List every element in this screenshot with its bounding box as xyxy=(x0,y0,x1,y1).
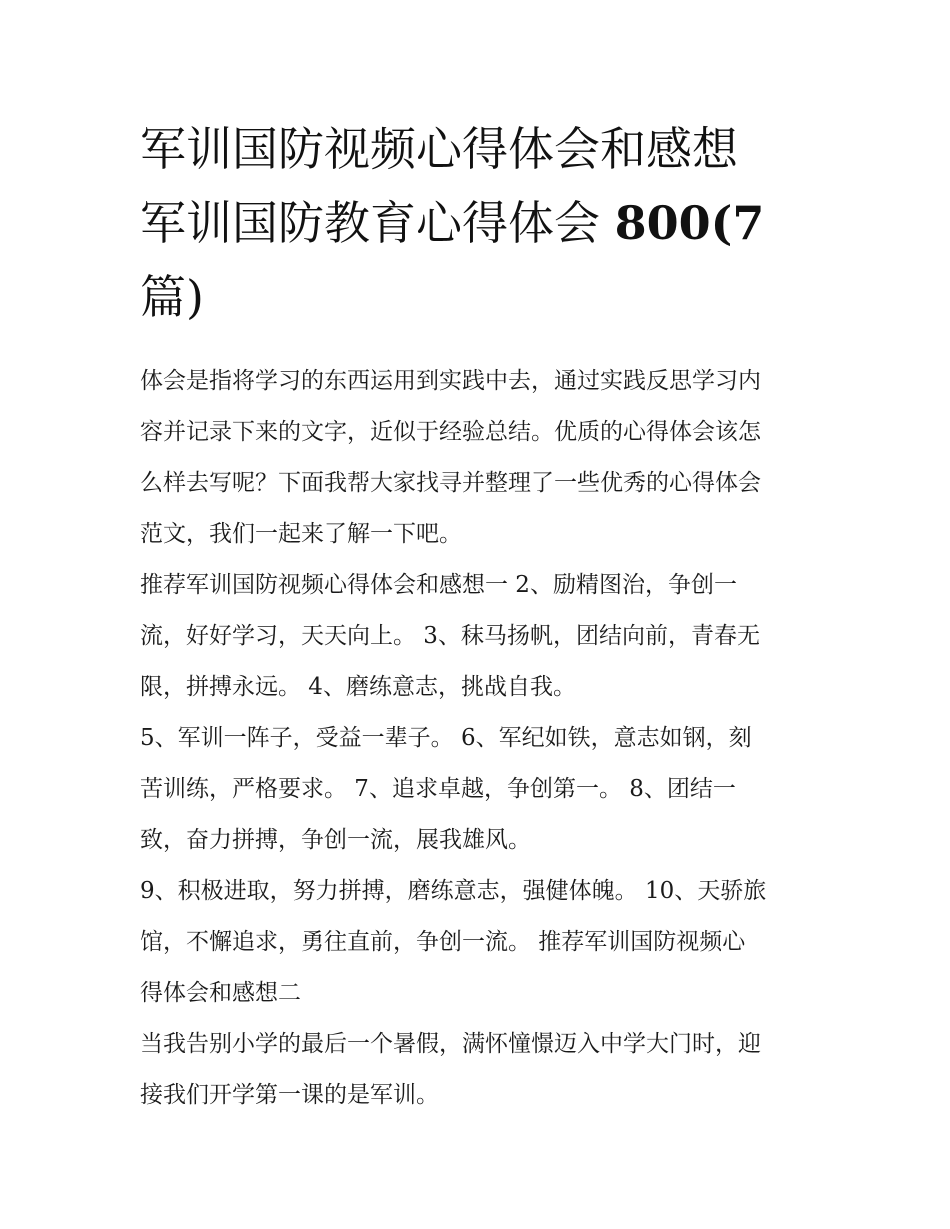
paragraph-slogans-2 xyxy=(140,713,812,866)
text-line: 推荐军训国防视频心得体会和感想一 2、励精图治，争创一 xyxy=(140,572,737,598)
text-line: 5、军训一阵子，受益一辈子。 6、军纪如铁，意志如钢，刻 xyxy=(140,725,752,751)
paragraph-slogans-1 xyxy=(140,560,812,713)
text-line: 当我告别小学的最后一个暑假，满怀憧憬迈入中学大门时，迎 xyxy=(140,1031,761,1057)
text-line: 范文，我们一起来了解一下吧。 xyxy=(140,521,462,547)
text-line: 容并记录下来的文字，近似于经验总结。优质的心得体会该怎 xyxy=(140,419,761,445)
paragraph-slogans-3 xyxy=(140,866,812,1019)
text-line: 9、积极进取，努力拼搏，磨练意志，强健体魄。 10、天骄旅 xyxy=(140,878,767,904)
title-line-3: 篇) xyxy=(140,270,204,324)
document-body xyxy=(140,356,812,1121)
text-line: 体会是指将学习的东西运用到实践中去，通过实践反思学习内 xyxy=(140,368,761,394)
text-line: 流，好好学习，天天向上。 3、秣马扬帆，团结向前，青春无 xyxy=(140,623,760,649)
paragraph-essay-start xyxy=(140,1019,812,1121)
text-line: 么样去写呢？下面我帮大家找寻并整理了一些优秀的心得体会 xyxy=(140,470,761,496)
text-line: 限，拼搏永远。 4、磨练意志，挑战自我。 xyxy=(140,674,576,700)
title-line-2 xyxy=(140,186,810,260)
text-line: 馆，不懈追求，勇往直前，争创一流。 推荐军训国防视频心 xyxy=(140,929,746,955)
paragraph-intro xyxy=(140,356,812,560)
text-line: 得体会和感想二 xyxy=(140,980,301,1006)
text-line: 苦训练，严格要求。 7、追求卓越，争创第一。 8、团结一 xyxy=(140,776,736,802)
title-line-2-text: 军训国防教育心得体会 xyxy=(140,196,600,250)
title-line-2-number: 800(7 xyxy=(614,196,765,250)
document-title xyxy=(140,112,810,334)
text-line: 接我们开学第一课的是军训。 xyxy=(140,1082,439,1108)
title-line-1: 军训国防视频心得体会和感想 xyxy=(140,122,738,176)
text-line: 致，奋力拼搏，争创一流，展我雄风。 xyxy=(140,827,531,853)
